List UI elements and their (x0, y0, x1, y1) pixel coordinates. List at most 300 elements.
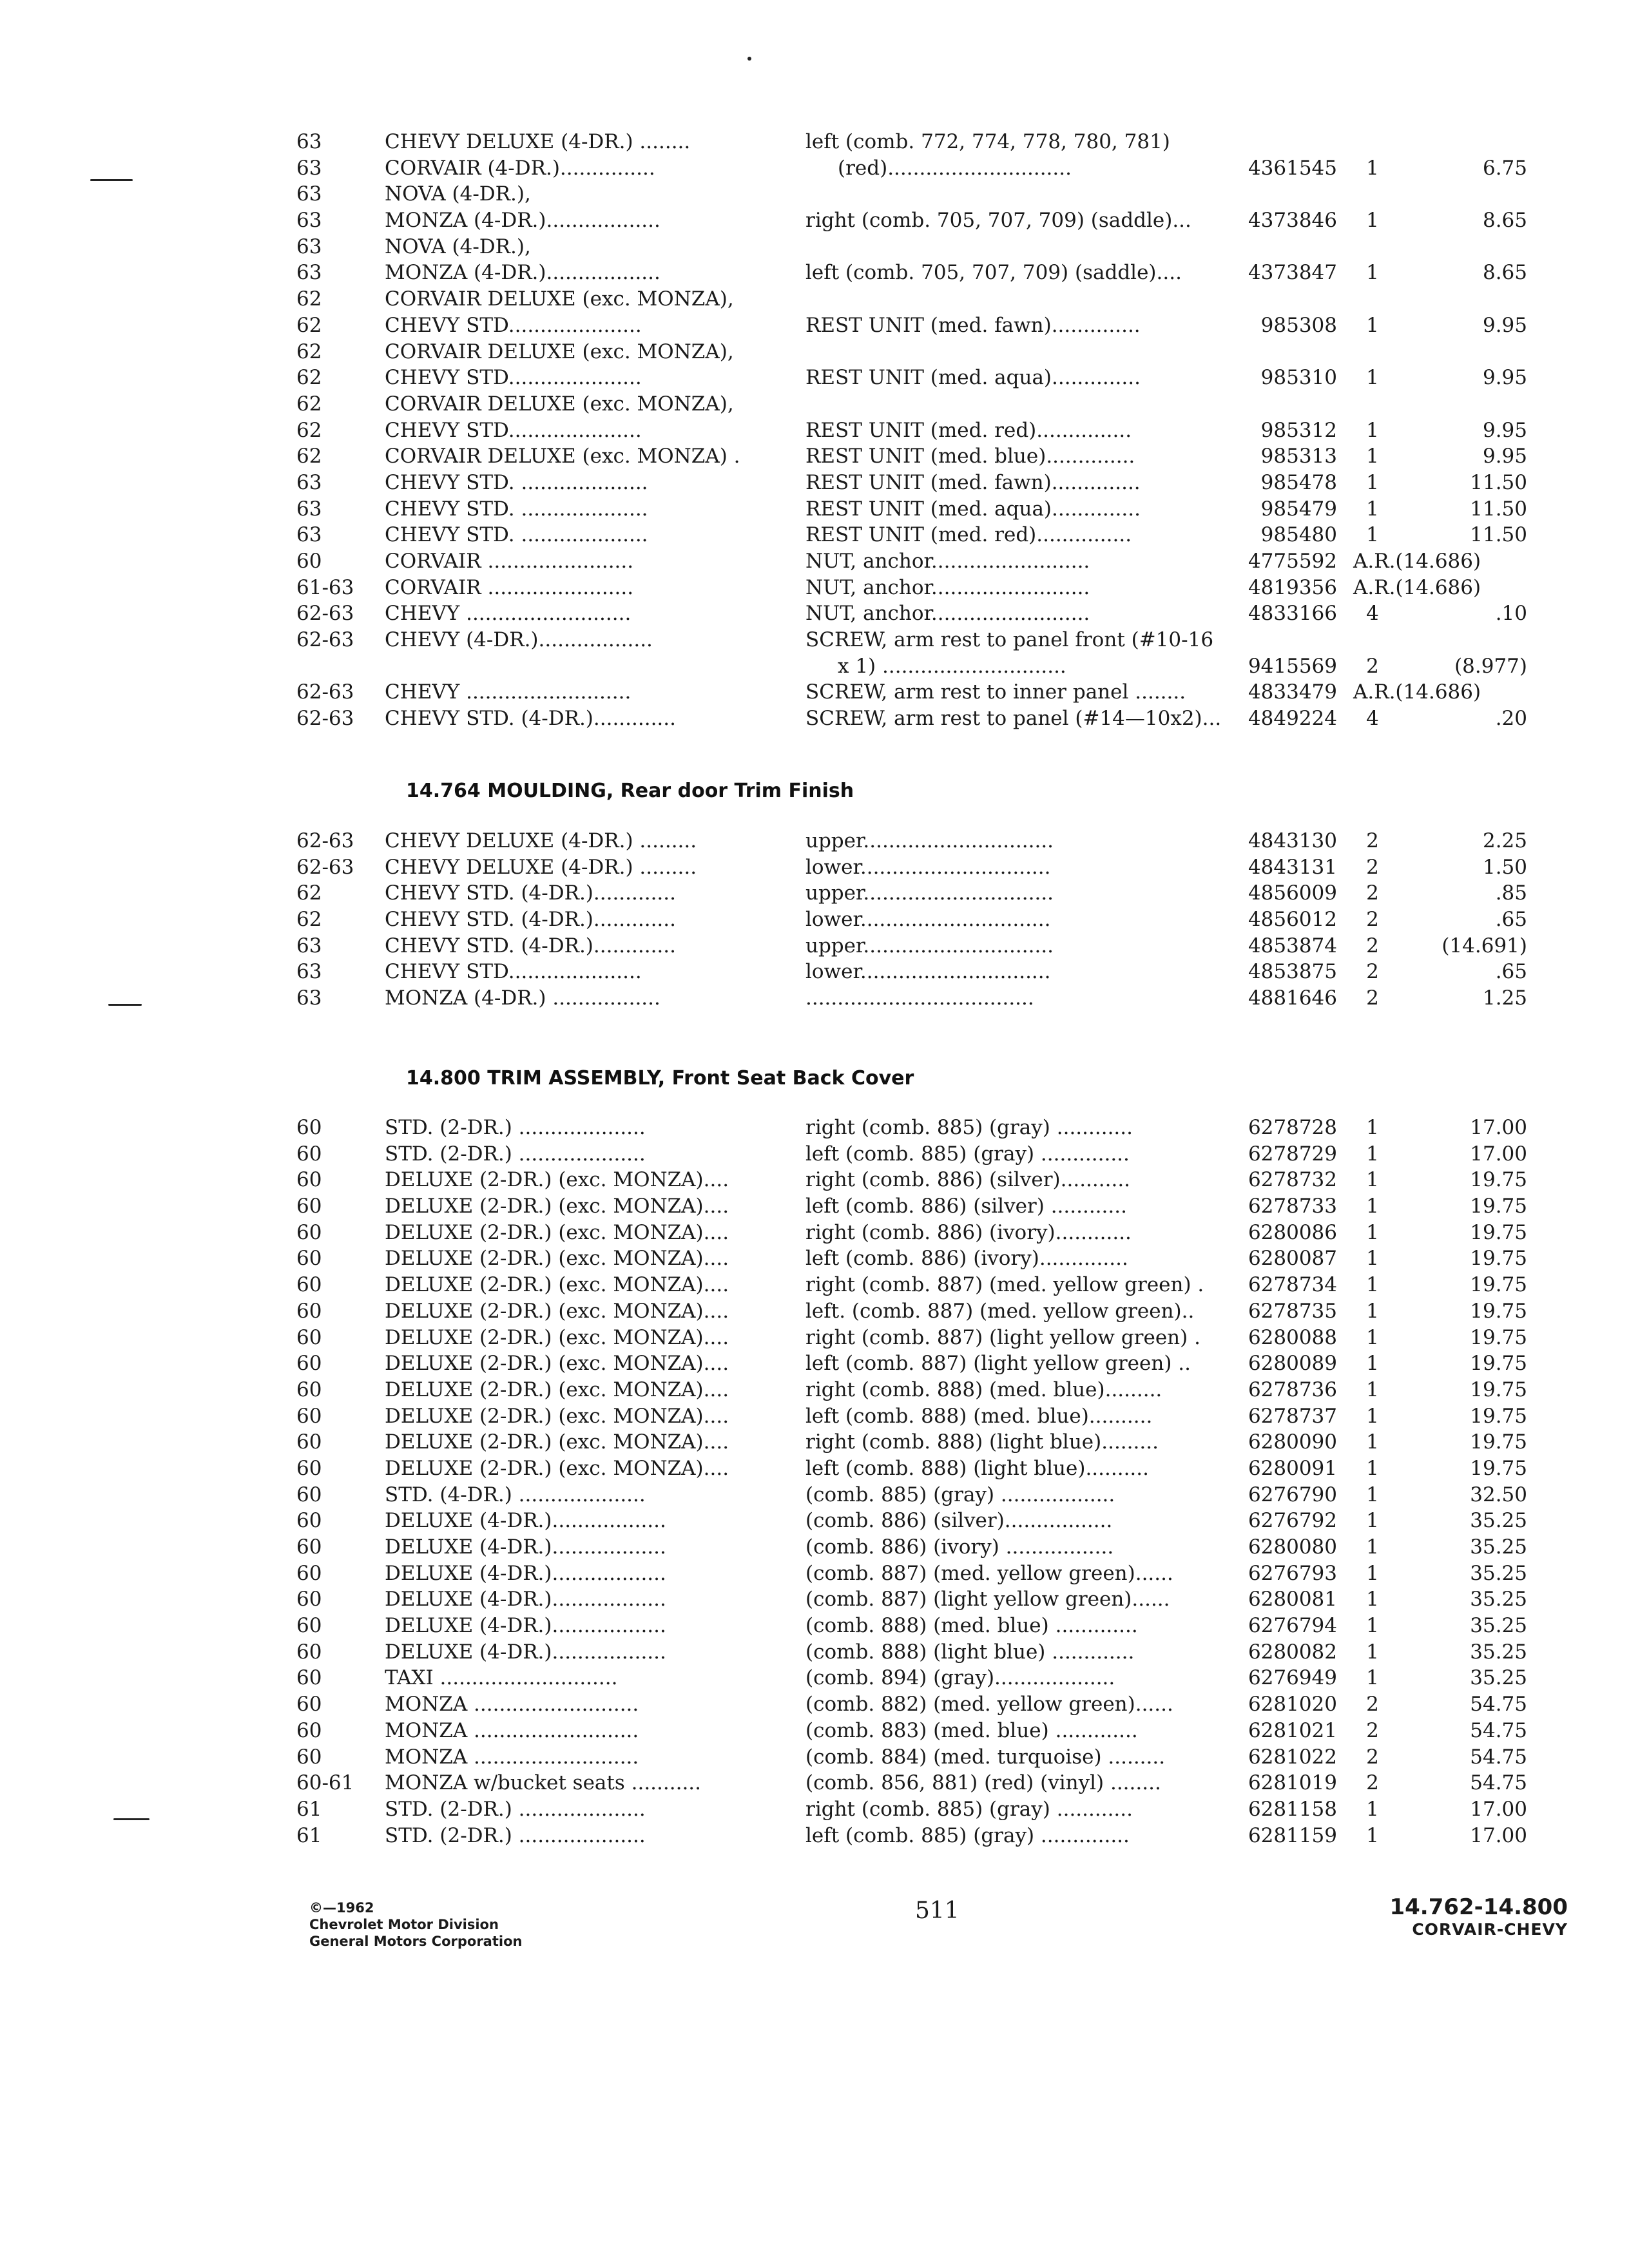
part-description: upper.............................. (805, 829, 1054, 852)
model-year: 63 (296, 130, 322, 153)
price: 19.75 (1470, 1168, 1527, 1192)
model-year: 62 (296, 340, 322, 363)
quantity: 1 (1366, 1456, 1379, 1480)
part-description: left (comb. 705, 707, 709) (saddle).... (805, 261, 1182, 285)
parts-row (296, 1561, 1553, 1587)
model-name: TAXI ............................ (385, 1666, 618, 1690)
part-number: 6280086 (1248, 1220, 1337, 1244)
parts-row (296, 1613, 1553, 1639)
quantity: 2 (1366, 1745, 1379, 1769)
part-description: right (comb. 887) (light yellow green) . (805, 1325, 1200, 1349)
part-number: 985313 (1260, 445, 1337, 468)
parts-list-continued (296, 129, 1553, 732)
model-year: 60-61 (296, 1771, 354, 1795)
quantity: 4 (1366, 707, 1379, 731)
quantity: 1 (1366, 1220, 1379, 1244)
model-year: 63 (296, 261, 322, 285)
parts-row (296, 470, 1553, 496)
part-description: right (comb. 886) (ivory)............ (805, 1220, 1132, 1244)
parts-row (296, 1245, 1553, 1272)
quantity: 2 (1366, 855, 1379, 879)
part-number: 4373846 (1248, 209, 1337, 233)
model-name: CORVAIR (4-DR.)............... (385, 156, 655, 180)
price: 9.95 (1482, 445, 1527, 468)
part-description: right (comb. 886) (silver)........... (805, 1168, 1131, 1192)
model-year: 63 (296, 235, 322, 258)
part-number: 6280091 (1248, 1456, 1337, 1480)
parts-row (296, 312, 1553, 339)
parts-row (296, 496, 1553, 523)
model-name: CHEVY STD. .................... (385, 523, 648, 547)
parts-row (296, 548, 1553, 575)
price: 35.25 (1470, 1666, 1527, 1690)
part-description: .................................... (805, 986, 1034, 1010)
part-number: 6276949 (1248, 1666, 1337, 1690)
part-number: 6278736 (1248, 1378, 1337, 1401)
quantity: 1 (1366, 1352, 1379, 1376)
part-number: 6281158 (1248, 1797, 1337, 1821)
model-name: CHEVY STD..................... (385, 418, 642, 442)
part-number: 4843131 (1248, 855, 1337, 879)
price: 17.00 (1470, 1116, 1527, 1139)
price: 6.75 (1482, 156, 1527, 180)
quantity: 1 (1366, 366, 1379, 390)
model-name: DELUXE (4-DR.).................. (385, 1509, 666, 1533)
model-year: 60 (296, 1352, 322, 1376)
part-number: 985308 (1260, 313, 1337, 337)
page-number: 511 (915, 1898, 959, 1924)
price: 35.25 (1470, 1640, 1527, 1664)
part-number: 6276793 (1248, 1561, 1337, 1585)
quantity: 1 (1366, 1614, 1379, 1638)
parts-row (296, 854, 1553, 881)
part-number: 4833166 (1248, 602, 1337, 626)
part-description: left. (comb. 887) (med. yellow green).. (805, 1299, 1195, 1323)
part-description: lower.............................. (805, 855, 1051, 879)
price: 54.75 (1470, 1745, 1527, 1769)
price: 17.00 (1470, 1797, 1527, 1821)
parts-row (296, 365, 1553, 391)
model-year: 63 (296, 960, 322, 984)
quantity: 1 (1366, 1168, 1379, 1192)
parts-list-moulding (296, 828, 1553, 1012)
parts-row (296, 1482, 1553, 1508)
price: 19.75 (1470, 1352, 1527, 1376)
parts-row (296, 1508, 1553, 1534)
parts-row (296, 1298, 1553, 1325)
model-name: CORVAIR ....................... (385, 575, 634, 599)
model-year: 60 (296, 1588, 322, 1611)
model-name: DELUXE (4-DR.).................. (385, 1614, 666, 1638)
corporation-line: General Motors Corporation (309, 1934, 523, 1949)
part-number: 9415569 (1248, 654, 1337, 678)
part-description: SCREW, arm rest to panel (#14—10x2)... (805, 707, 1222, 731)
model-name: STD. (4-DR.) .................... (385, 1483, 646, 1506)
model-name: CHEVY DELUXE (4-DR.) ........ (385, 130, 691, 153)
part-number: 4881646 (1248, 986, 1337, 1010)
model-year: 60 (296, 1718, 322, 1742)
model-year: 62-63 (296, 602, 354, 626)
part-number: 6280080 (1248, 1535, 1337, 1559)
model-year: 63 (296, 986, 322, 1010)
parts-row (296, 418, 1553, 444)
part-description: SCREW, arm rest to panel front (#10-16 (805, 628, 1214, 652)
price: 54.75 (1470, 1771, 1527, 1795)
footer-publisher (309, 1899, 522, 1950)
part-description: (red)............................. (838, 156, 1072, 180)
quantity: 1 (1366, 1325, 1379, 1349)
model-year: 62 (296, 881, 322, 905)
parts-row (296, 679, 1553, 706)
model-year: 63 (296, 156, 322, 180)
model-year: 62 (296, 313, 322, 337)
quantity-price: A.R.(14.686) (1353, 550, 1481, 573)
parts-row (296, 1456, 1553, 1482)
part-number: 4856009 (1248, 881, 1337, 905)
quantity: 1 (1366, 523, 1379, 547)
model-year: 60 (296, 1195, 322, 1218)
model-year: 62 (296, 908, 322, 932)
part-number: 4853874 (1248, 934, 1337, 957)
parts-row (296, 1429, 1553, 1456)
part-description: left (comb. 885) (gray) .............. (805, 1823, 1130, 1847)
model-name: CHEVY .......................... (385, 602, 631, 626)
parts-row (296, 828, 1553, 854)
part-description: REST UNIT (med. red)............... (805, 523, 1132, 547)
price: 32.50 (1470, 1483, 1527, 1506)
model-name: MONZA (4-DR.) ................. (385, 986, 660, 1010)
part-number: 4843130 (1248, 829, 1337, 852)
page-speck (747, 57, 751, 61)
part-number: 4819356 (1248, 575, 1337, 599)
parts-row (296, 181, 1553, 207)
model-name: CHEVY STD. (4-DR.)............. (385, 934, 676, 957)
parts-row (296, 391, 1553, 418)
parts-row (296, 1272, 1553, 1298)
parts-row (296, 155, 1553, 182)
part-number: 4853875 (1248, 960, 1337, 984)
part-number: 6281020 (1248, 1693, 1337, 1716)
margin-mark-middle (108, 1004, 142, 1006)
model-name: DELUXE (4-DR.).................. (385, 1588, 666, 1611)
model-year: 62 (296, 418, 322, 442)
part-description: right (comb. 885) (gray) ............ (805, 1797, 1133, 1821)
part-description: (comb. 887) (med. yellow green)...... (805, 1561, 1173, 1585)
model-year: 62-63 (296, 855, 354, 879)
part-description: (comb. 888) (light blue) ............. (805, 1640, 1135, 1664)
model-name: MONZA w/bucket seats ........... (385, 1771, 702, 1795)
model-name: STD. (2-DR.) .................... (385, 1823, 646, 1847)
part-description: lower.............................. (805, 960, 1051, 984)
price: 17.00 (1470, 1823, 1527, 1847)
model-name: DELUXE (2-DR.) (exc. MONZA).... (385, 1299, 729, 1323)
price: (8.977) (1454, 654, 1527, 678)
part-number: 6281021 (1248, 1718, 1337, 1742)
model-year: 62-63 (296, 829, 354, 852)
price: 11.50 (1470, 523, 1527, 547)
model-year: 60 (296, 1378, 322, 1401)
model-name: DELUXE (2-DR.) (exc. MONZA).... (385, 1325, 729, 1349)
model-name: CHEVY DELUXE (4-DR.) ......... (385, 855, 697, 879)
parts-row (296, 129, 1553, 155)
parts-row (296, 286, 1553, 312)
part-description: left (comb. 886) (silver) ............ (805, 1195, 1127, 1218)
price: .10 (1495, 602, 1527, 626)
model-name: CORVAIR DELUXE (exc. MONZA), (385, 287, 734, 311)
part-number: 6281159 (1248, 1823, 1337, 1847)
part-description: REST UNIT (med. red)............... (805, 418, 1132, 442)
price: 35.25 (1470, 1509, 1527, 1533)
model-name: DELUXE (2-DR.) (exc. MONZA).... (385, 1352, 729, 1376)
part-number: 6280088 (1248, 1325, 1337, 1349)
quantity: 1 (1366, 209, 1379, 233)
price: 9.95 (1482, 366, 1527, 390)
model-name: CHEVY STD. .................... (385, 470, 648, 494)
model-year: 60 (296, 1404, 322, 1428)
quantity: 1 (1366, 1195, 1379, 1218)
model-name: CHEVY STD..................... (385, 313, 642, 337)
quantity: 1 (1366, 1640, 1379, 1664)
quantity: 1 (1366, 1823, 1379, 1847)
part-description: REST UNIT (med. aqua).............. (805, 497, 1141, 521)
model-name: STD. (2-DR.) .................... (385, 1797, 646, 1821)
parts-row (296, 627, 1553, 653)
price: .65 (1495, 908, 1527, 932)
quantity-price: A.R.(14.686) (1353, 680, 1481, 704)
parts-row (296, 985, 1553, 1012)
price: 2.25 (1482, 829, 1527, 852)
part-number: 6278728 (1248, 1116, 1337, 1139)
footer-group-ref (1389, 1894, 1568, 1939)
quantity: 1 (1366, 1561, 1379, 1585)
part-number: 4833479 (1248, 680, 1337, 704)
parts-row (296, 1350, 1553, 1377)
part-description: REST UNIT (med. fawn).............. (805, 313, 1141, 337)
model-year: 60 (296, 1430, 322, 1454)
parts-row (296, 1639, 1553, 1666)
part-number: 985479 (1260, 497, 1337, 521)
parts-row (296, 1691, 1553, 1718)
model-name: MONZA .......................... (385, 1718, 639, 1742)
quantity: 2 (1366, 654, 1379, 678)
price: 19.75 (1470, 1220, 1527, 1244)
model-year: 61-63 (296, 575, 354, 599)
parts-row (296, 1744, 1553, 1771)
quantity: 2 (1366, 1771, 1379, 1795)
parts-list-trim-assembly (296, 1115, 1553, 1849)
parts-row (296, 1115, 1553, 1141)
part-number: 6278734 (1248, 1273, 1337, 1297)
model-name: DELUXE (2-DR.) (exc. MONZA).... (385, 1456, 729, 1480)
part-number: 6278733 (1248, 1195, 1337, 1218)
copyright-line: ©—1962 (309, 1900, 374, 1916)
model-year: 60 (296, 1640, 322, 1664)
part-description: right (comb. 885) (gray) ............ (805, 1116, 1133, 1139)
parts-row (296, 933, 1553, 959)
part-description: right (comb. 888) (med. blue)......... (805, 1378, 1162, 1401)
parts-row (296, 1534, 1553, 1561)
model-name: CHEVY STD..................... (385, 366, 642, 390)
price: 19.75 (1470, 1456, 1527, 1480)
quantity: 1 (1366, 1666, 1379, 1690)
model-year: 60 (296, 1561, 322, 1585)
part-description: (comb. 883) (med. blue) ............. (805, 1718, 1138, 1742)
part-description: (comb. 856, 881) (red) (vinyl) ........ (805, 1771, 1161, 1795)
parts-row (296, 706, 1553, 732)
part-description: (comb. 884) (med. turquoise) ......... (805, 1745, 1166, 1769)
parts-row (296, 959, 1553, 985)
model-year: 60 (296, 1693, 322, 1716)
model-name: DELUXE (2-DR.) (exc. MONZA).... (385, 1404, 729, 1428)
part-number: 4775592 (1248, 550, 1337, 573)
quantity: 1 (1366, 1509, 1379, 1533)
part-description: left (comb. 885) (gray) .............. (805, 1142, 1130, 1166)
quantity: 2 (1366, 829, 1379, 852)
parts-row (296, 1586, 1553, 1613)
price: 19.75 (1470, 1299, 1527, 1323)
model-name: CORVAIR ....................... (385, 550, 634, 573)
part-description: REST UNIT (med. fawn).............. (805, 470, 1141, 494)
parts-row (296, 1718, 1553, 1744)
quantity: 2 (1366, 881, 1379, 905)
model-name: DELUXE (4-DR.).................. (385, 1561, 666, 1585)
model-name: CHEVY STD. (4-DR.)............. (385, 908, 676, 932)
part-description: NUT, anchor......................... (805, 575, 1090, 599)
quantity: 1 (1366, 1797, 1379, 1821)
model-year: 63 (296, 209, 322, 233)
model-year: 62 (296, 392, 322, 416)
part-description: left (comb. 772, 774, 778, 780, 781) (805, 130, 1170, 153)
model-year: 63 (296, 523, 322, 547)
model-year: 62 (296, 445, 322, 468)
model-year: 62-63 (296, 628, 354, 652)
model-name: DELUXE (2-DR.) (exc. MONZA).... (385, 1247, 729, 1271)
quantity: 1 (1366, 1142, 1379, 1166)
price: 1.50 (1482, 855, 1527, 879)
model-name: CHEVY STD. .................... (385, 497, 648, 521)
quantity: 1 (1366, 1404, 1379, 1428)
model-name: CHEVY STD..................... (385, 960, 642, 984)
parts-row (296, 1403, 1553, 1430)
quantity: 2 (1366, 934, 1379, 957)
model-year: 62-63 (296, 707, 354, 731)
parts-row (296, 443, 1553, 470)
model-name: CORVAIR DELUXE (exc. MONZA), (385, 392, 734, 416)
price: 11.50 (1470, 497, 1527, 521)
part-description: (comb. 887) (light yellow green)...... (805, 1588, 1170, 1611)
model-name: MONZA .......................... (385, 1693, 639, 1716)
part-description: left (comb. 886) (ivory).............. (805, 1247, 1128, 1271)
parts-row (296, 522, 1553, 548)
parts-row (296, 1665, 1553, 1691)
part-number: 6280081 (1248, 1588, 1337, 1611)
quantity: 1 (1366, 156, 1379, 180)
model-year: 63 (296, 470, 322, 494)
part-number: 6278737 (1248, 1404, 1337, 1428)
quantity: 1 (1366, 1588, 1379, 1611)
part-description: (comb. 886) (ivory) ................. (805, 1535, 1114, 1559)
parts-row (296, 1796, 1553, 1823)
part-number: 6281022 (1248, 1745, 1337, 1769)
model-year: 60 (296, 1666, 322, 1690)
model-name: DELUXE (2-DR.) (exc. MONZA).... (385, 1168, 729, 1192)
model-name: MONZA (4-DR.).................. (385, 209, 660, 233)
part-description: (comb. 888) (med. blue) ............. (805, 1614, 1138, 1638)
model-year: 60 (296, 1168, 322, 1192)
part-description: right (comb. 887) (med. yellow green) . (805, 1273, 1204, 1297)
model-name: CHEVY (4-DR.).................. (385, 628, 653, 652)
quantity: 2 (1366, 960, 1379, 984)
parts-row (296, 575, 1553, 601)
price: 19.75 (1470, 1430, 1527, 1454)
model-year: 60 (296, 1142, 322, 1166)
price: 11.50 (1470, 470, 1527, 494)
part-number: 4856012 (1248, 908, 1337, 932)
part-description: x 1) ............................. (838, 654, 1066, 678)
price: 9.95 (1482, 418, 1527, 442)
part-description: SCREW, arm rest to inner panel ........ (805, 680, 1186, 704)
price: 19.75 (1470, 1247, 1527, 1271)
quantity: 2 (1366, 986, 1379, 1010)
quantity: 1 (1366, 261, 1379, 285)
price: 8.65 (1482, 261, 1527, 285)
model-year: 63 (296, 497, 322, 521)
model-year: 60 (296, 1116, 322, 1139)
model-name: STD. (2-DR.) .................... (385, 1142, 646, 1166)
part-number: 6280090 (1248, 1430, 1337, 1454)
part-number: 6276794 (1248, 1614, 1337, 1638)
model-year: 60 (296, 1220, 322, 1244)
part-description: (comb. 885) (gray) .................. (805, 1483, 1115, 1506)
part-number: 6280082 (1248, 1640, 1337, 1664)
model-year: 60 (296, 1509, 322, 1533)
price: 19.75 (1470, 1404, 1527, 1428)
parts-row (296, 339, 1553, 365)
quantity: 1 (1366, 418, 1379, 442)
part-description: NUT, anchor......................... (805, 602, 1090, 626)
part-description: upper.............................. (805, 881, 1054, 905)
model-name: DELUXE (2-DR.) (exc. MONZA).... (385, 1273, 729, 1297)
model-year: 62 (296, 366, 322, 390)
price: 54.75 (1470, 1693, 1527, 1716)
part-number: 985480 (1260, 523, 1337, 547)
quantity: 1 (1366, 497, 1379, 521)
model-year: 60 (296, 1299, 322, 1323)
parts-row (296, 880, 1553, 907)
quantity: 1 (1366, 1535, 1379, 1559)
part-number: 6278735 (1248, 1299, 1337, 1323)
price: 19.75 (1470, 1325, 1527, 1349)
model-name: DELUXE (2-DR.) (exc. MONZA).... (385, 1195, 729, 1218)
quantity: 1 (1366, 1430, 1379, 1454)
price: 35.25 (1470, 1561, 1527, 1585)
model-year: 61 (296, 1823, 322, 1847)
part-description: NUT, anchor......................... (805, 550, 1090, 573)
part-description: left (comb. 888) (light blue).......... (805, 1456, 1149, 1480)
margin-mark-bottom (113, 1818, 149, 1820)
part-description: right (comb. 888) (light blue)......... (805, 1430, 1159, 1454)
part-description: (comb. 894) (gray)................... (805, 1666, 1115, 1690)
quantity: 1 (1366, 1273, 1379, 1297)
model-name: CHEVY STD. (4-DR.)............. (385, 707, 676, 731)
part-number: 985310 (1260, 366, 1337, 390)
model-year: 61 (296, 1797, 322, 1821)
model-name: DELUXE (2-DR.) (exc. MONZA).... (385, 1430, 729, 1454)
quantity: 4 (1366, 602, 1379, 626)
quantity: 1 (1366, 1378, 1379, 1401)
part-description: left (comb. 887) (light yellow green) .. (805, 1352, 1191, 1376)
part-description: upper.............................. (805, 934, 1054, 957)
